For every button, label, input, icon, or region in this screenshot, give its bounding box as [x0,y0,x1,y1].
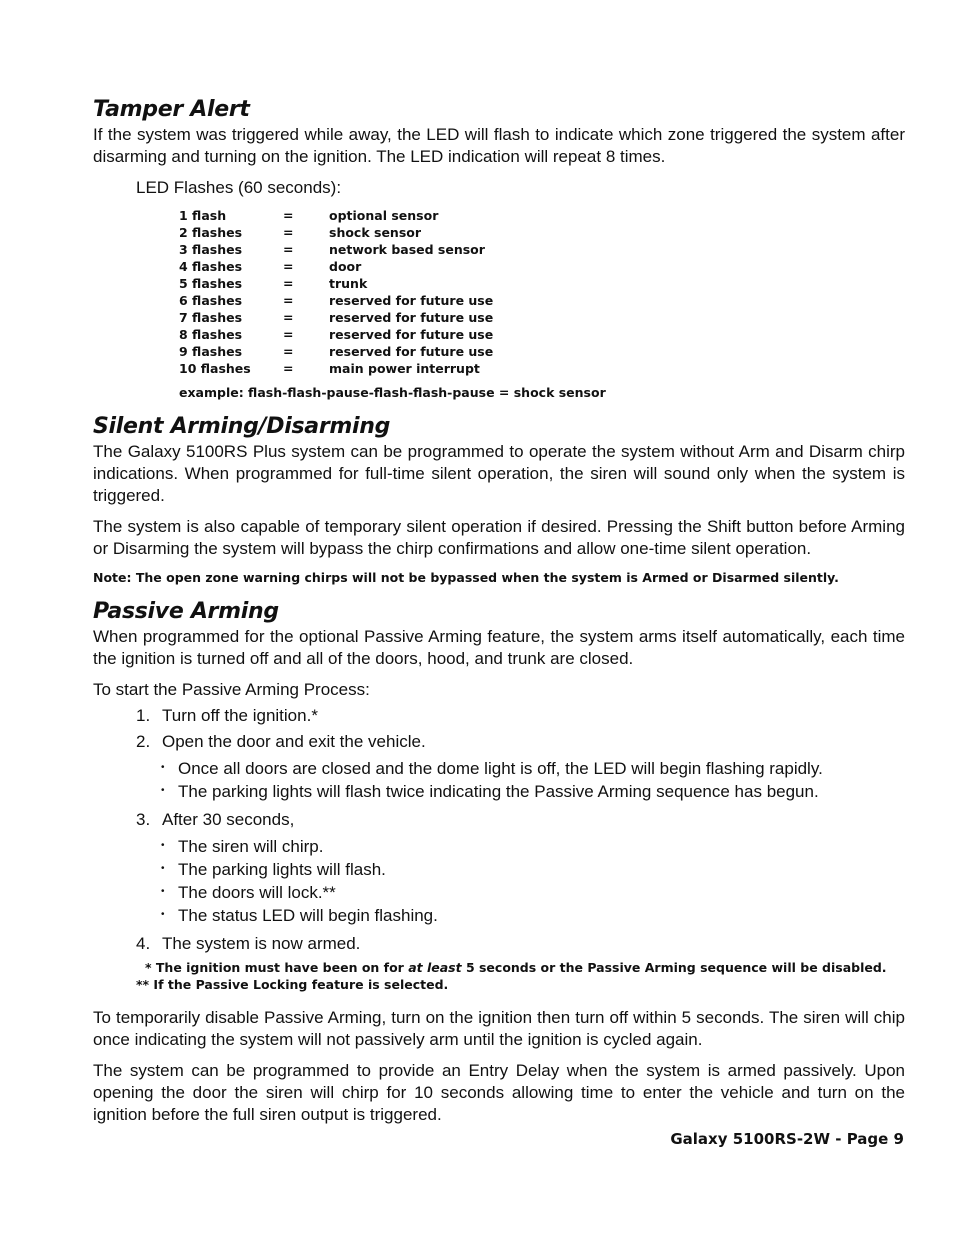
step-text: Open the door and exit the vehicle. [162,732,426,751]
flash-meaning: trunk [329,276,368,291]
flash-example: example: flash-flash-pause-flash-flash-pause = shock sensor [179,385,606,400]
bullet-text: The status LED will begin flashing. [178,906,438,925]
equals-sign: = [283,225,294,240]
equals-sign: = [283,310,294,325]
tamper-alert-intro: If the system was triggered while away, the LED will flash to indicate which zone triggered the system after disarming and turning on the ignition. The LED indication will repeat 8 times. [93,125,905,166]
table-row [179,292,493,309]
passive-arming-steps-end [93,933,905,955]
passive-arming-para-3: The system can be programmed to provide an Entry Delay when the system is armed passively. Upon opening the door the siren will chirp for 10 seconds allowing time to enter the vehicle and turn on the ignition before the full siren output is triggered. [93,1061,905,1124]
footnote-text: * The ignition must have been on for [145,960,409,975]
list-item [161,858,905,881]
list-item [161,757,905,780]
step-text: The system is now armed. [162,934,361,953]
bullet-text: The doors will lock.** [178,883,336,902]
flash-meaning: network based sensor [329,242,485,257]
flash-meaning: reserved for future use [329,310,494,325]
passive-arming-start: To start the Passive Arming Process: [93,680,370,699]
silent-arming-heading: Silent Arming/Disarming [93,414,391,439]
equals-sign: = [283,361,294,376]
manual-page [93,96,905,1135]
list-item [136,809,905,831]
flash-meaning: reserved for future use [329,327,494,342]
flash-meaning: main power interrupt [329,361,480,376]
table-row [179,224,493,241]
flash-meaning: reserved for future use [329,293,494,308]
footnote-emphasis: at least [408,960,462,975]
list-item [161,904,905,927]
bullet-icon: • [161,840,165,851]
equals-sign: = [283,208,294,223]
step-2-bullets [93,757,905,803]
list-item [161,881,905,904]
bullet-icon: • [161,863,165,874]
equals-sign: = [283,242,294,257]
flash-meaning: reserved for future use [329,344,494,359]
table-row [179,326,493,343]
bullet-text: The parking lights will flash. [178,860,386,879]
step-number: 2. [136,732,151,751]
table-row [179,309,493,326]
table-row [179,241,493,258]
step-text: Turn off the ignition.* [162,706,318,725]
flash-count: 9 flashes [179,344,243,359]
flash-count: 6 flashes [179,293,243,308]
footnote-passive-locking: ** If the Passive Locking feature is selected. [136,977,449,992]
bullet-icon: • [161,762,165,773]
flash-count: 5 flashes [179,276,243,291]
step-number: 1. [136,706,151,725]
flash-meaning: optional sensor [329,208,439,223]
list-item [161,835,905,858]
bullet-text: The parking lights will flash twice indicating the Passive Arming sequence has begun. [178,782,819,801]
flash-count: 1 flash [179,208,227,223]
passive-arming-para-2: To temporarily disable Passive Arming, turn on the ignition then turn off within 5 seconds. The siren will chip once indicating the system will not passively arm until the ignition is cycled again. [93,1008,905,1049]
table-row [179,258,493,275]
bullet-text: Once all doors are closed and the dome light is off, the LED will begin flashing rapidly. [178,759,823,778]
equals-sign: = [283,293,294,308]
passive-arming-steps-cont [93,809,905,831]
bullet-icon: • [161,909,165,920]
table-row [179,343,493,360]
list-item [136,933,905,955]
tamper-alert-heading: Tamper Alert [93,97,250,122]
footnote-text: 5 seconds or the Passive Arming sequence will be disabled. [461,960,887,975]
flash-count: 8 flashes [179,327,243,342]
equals-sign: = [283,327,294,342]
flash-meaning: door [329,259,362,274]
led-flashes-label: LED Flashes (60 seconds): [136,178,342,197]
led-flash-table [179,207,493,377]
step-3-bullets [93,835,905,927]
step-text: After 30 seconds, [162,810,295,829]
page-footer: Galaxy 5100RS-2W - Page 9 [670,1130,904,1148]
flash-count: 7 flashes [179,310,243,325]
list-item [136,731,905,753]
table-row [179,207,493,224]
silent-arming-para-2: The system is also capable of temporary silent operation if desired. Pressing the Shift button before Arming or Disarming the system will bypass the chirp confirmations and allow one-time silent operation. [93,517,905,558]
table-row [179,360,493,377]
passive-arming-heading: Passive Arming [93,599,279,624]
passive-arming-steps [93,705,905,753]
bullet-icon: • [161,886,165,897]
passive-arming-para-1: When programmed for the optional Passive Arming feature, the system arms itself automatically, each time the ignition is turned off and all of the doors, hood, and trunk are closed. [93,627,905,668]
bullet-text: The siren will chirp. [178,837,324,856]
equals-sign: = [283,344,294,359]
bullet-icon: • [161,785,165,796]
silent-arming-note: Note: The open zone warning chirps will not be bypassed when the system is Armed or Disarmed silently. [93,570,839,585]
flash-meaning: shock sensor [329,225,422,240]
table-row [179,275,493,292]
step-number: 3. [136,810,151,829]
list-item [161,780,905,803]
flash-count: 4 flashes [179,259,243,274]
footnote-ignition [145,959,905,976]
flash-count: 2 flashes [179,225,243,240]
flash-count: 3 flashes [179,242,243,257]
silent-arming-para-1: The Galaxy 5100RS Plus system can be programmed to operate the system without Arm and Disarm chirp indications. When programmed for full-time silent operation, the siren will sound only when the system is triggered. [93,442,905,505]
equals-sign: = [283,276,294,291]
equals-sign: = [283,259,294,274]
list-item [136,705,905,727]
flash-count: 10 flashes [179,361,251,376]
step-number: 4. [136,934,151,953]
